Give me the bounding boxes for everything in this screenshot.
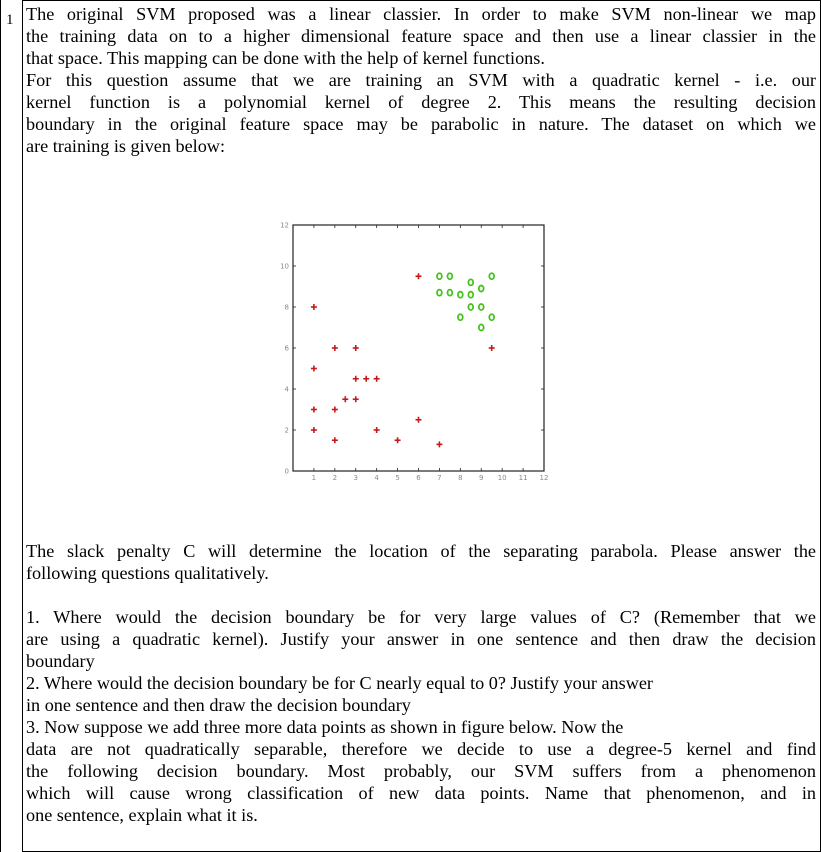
y-tick-label: 0 (284, 467, 289, 476)
x-tick-label: 12 (539, 474, 549, 482)
x-tick-label: 4 (374, 474, 379, 482)
text-line: data are not quadratically separable, therefore we decide to use a degree-5 kernel and find (26, 739, 816, 759)
text-line: one sentence, explain what it is. (26, 805, 258, 825)
plot-frame (293, 225, 544, 471)
question-number: 1 (6, 12, 14, 28)
text-line: The slack penalty C will determine the location of the separating parabola. Please answer the (26, 541, 816, 561)
text-line: 2. Where would the decision boundary be for C nearly equal to 0? Justify your answer (26, 673, 653, 693)
y-tick-label: 10 (280, 262, 289, 271)
subquestion-1 (26, 606, 816, 672)
intro-paragraph (26, 3, 816, 69)
y-tick-label: 2 (284, 426, 289, 435)
y-tick-label: 6 (284, 344, 289, 353)
x-tick-label: 11 (518, 474, 528, 482)
scatter-plot (271, 213, 567, 489)
x-tick-label: 2 (332, 474, 338, 482)
text-line: 1. Where would the decision boundary be for very large values of C? (Remember that we (26, 607, 816, 627)
y-tick-label: 8 (284, 303, 289, 312)
text-line: kernel function is a polynomial kernel of degree 2. This means the resulting decision (26, 92, 816, 112)
text-line: For this question assume that we are training an SVM with a quadratic kernel - i.e. our (26, 70, 816, 90)
x-tick-label: 1 (311, 474, 317, 482)
text-line: boundary in the original feature space may be parabolic in nature. The dataset on which we (26, 114, 816, 134)
x-tick-label: 10 (497, 474, 507, 482)
text-line: the training data on to a higher dimensional feature space and then use a linear classier in the (26, 26, 816, 46)
x-tick-label: 8 (458, 474, 463, 482)
kernel-paragraph (26, 69, 816, 157)
table-left-border (0, 0, 1, 852)
text-line: 3. Now suppose we add three more data points as shown in figure below. Now the (26, 717, 624, 737)
y-tick-label: 12 (280, 221, 289, 230)
x-tick-label: 3 (353, 474, 358, 482)
x-tick-label: 7 (437, 474, 442, 482)
table-top-border (22, 0, 821, 1)
text-line: are training is given below: (26, 136, 225, 156)
text-line: in one sentence and then draw the decision boundary (26, 695, 411, 715)
slack-paragraph (26, 540, 816, 584)
text-line: which will cause wrong classification of new data points. Name that phenomenon, and in (26, 783, 816, 803)
x-tick-label: 9 (479, 474, 484, 482)
x-tick-label: 5 (395, 474, 400, 482)
scatter-figure (271, 213, 567, 489)
text-line: are using a quadratic kernel). Justify your answer in one sentence and then draw the decision (26, 629, 816, 649)
subquestion-3 (26, 716, 816, 826)
x-tick-label: 6 (416, 474, 421, 482)
table-column-divider (22, 0, 23, 852)
y-tick-label: 4 (284, 385, 289, 394)
text-line: the following decision boundary. Most probably, our SVM suffers from a phenomenon (26, 761, 816, 781)
text-line: that space. This mapping can be done with the help of kernel functions. (26, 48, 545, 68)
text-line: following questions qualitatively. (26, 563, 269, 583)
text-line: boundary (26, 651, 95, 671)
subquestion-2 (26, 672, 816, 716)
text-line: The original SVM proposed was a linear classier. In order to make SVM non-linear we map (26, 4, 816, 24)
